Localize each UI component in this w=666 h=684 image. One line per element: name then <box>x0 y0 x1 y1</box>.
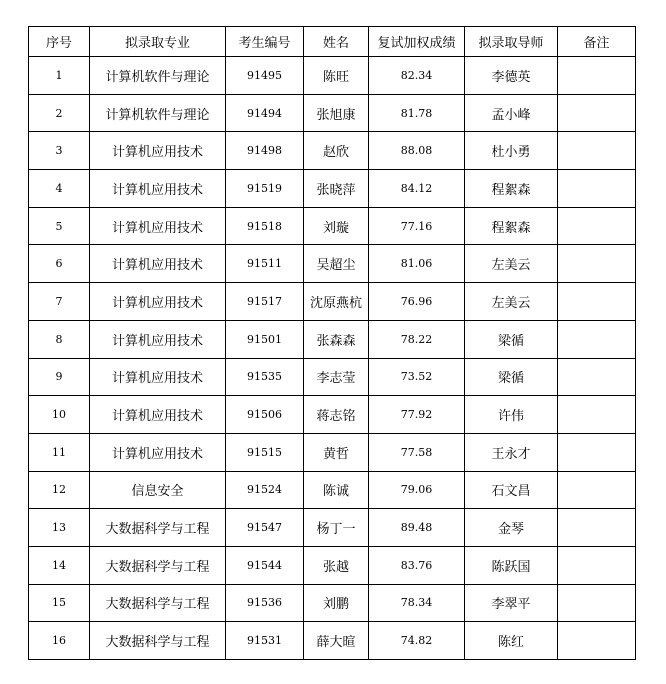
cell-name: 张越 <box>304 546 369 584</box>
cell-advisor: 石文昌 <box>465 471 558 509</box>
header-serial: 序号 <box>29 27 90 57</box>
cell-major: 计算机应用技术 <box>90 433 226 471</box>
cell-candidate-id: 91518 <box>226 207 304 245</box>
table-row <box>29 94 636 132</box>
table-row <box>29 170 636 208</box>
cell-advisor: 李翠平 <box>465 584 558 622</box>
cell-remarks <box>558 320 636 358</box>
admission-table <box>28 26 636 660</box>
cell-serial: 2 <box>29 94 90 132</box>
cell-major: 计算机应用技术 <box>90 132 226 170</box>
cell-major: 计算机软件与理论 <box>90 57 226 95</box>
cell-name: 吴超尘 <box>304 245 369 283</box>
cell-remarks <box>558 622 636 660</box>
cell-weighted-score: 82.34 <box>369 57 465 95</box>
cell-name: 蒋志铭 <box>304 396 369 434</box>
cell-remarks <box>558 546 636 584</box>
cell-advisor: 孟小峰 <box>465 94 558 132</box>
cell-candidate-id: 91524 <box>226 471 304 509</box>
cell-remarks <box>558 245 636 283</box>
table-row <box>29 358 636 396</box>
cell-weighted-score: 78.22 <box>369 320 465 358</box>
cell-candidate-id: 91547 <box>226 509 304 547</box>
cell-weighted-score: 76.96 <box>369 283 465 321</box>
cell-name: 黄哲 <box>304 433 369 471</box>
cell-serial: 16 <box>29 622 90 660</box>
cell-candidate-id: 91535 <box>226 358 304 396</box>
cell-remarks <box>558 132 636 170</box>
cell-weighted-score: 73.52 <box>369 358 465 396</box>
cell-advisor: 陈跃国 <box>465 546 558 584</box>
cell-remarks <box>558 396 636 434</box>
header-weighted-score: 复试加权成绩 <box>369 27 465 57</box>
cell-serial: 3 <box>29 132 90 170</box>
cell-remarks <box>558 170 636 208</box>
cell-weighted-score: 74.82 <box>369 622 465 660</box>
cell-serial: 4 <box>29 170 90 208</box>
cell-candidate-id: 91498 <box>226 132 304 170</box>
cell-advisor: 左美云 <box>465 245 558 283</box>
cell-weighted-score: 89.48 <box>369 509 465 547</box>
table-row <box>29 320 636 358</box>
cell-candidate-id: 91494 <box>226 94 304 132</box>
cell-candidate-id: 91519 <box>226 170 304 208</box>
cell-candidate-id: 91531 <box>226 622 304 660</box>
cell-advisor: 左美云 <box>465 283 558 321</box>
table-row <box>29 132 636 170</box>
table-row <box>29 546 636 584</box>
cell-candidate-id: 91506 <box>226 396 304 434</box>
cell-name: 刘璇 <box>304 207 369 245</box>
cell-serial: 11 <box>29 433 90 471</box>
header-advisor: 拟录取导师 <box>465 27 558 57</box>
cell-major: 计算机应用技术 <box>90 245 226 283</box>
table-row <box>29 396 636 434</box>
cell-serial: 12 <box>29 471 90 509</box>
cell-weighted-score: 79.06 <box>369 471 465 509</box>
header-name: 姓名 <box>304 27 369 57</box>
cell-advisor: 李德英 <box>465 57 558 95</box>
cell-name: 赵欣 <box>304 132 369 170</box>
table-row <box>29 283 636 321</box>
cell-weighted-score: 77.92 <box>369 396 465 434</box>
cell-major: 计算机应用技术 <box>90 396 226 434</box>
cell-major: 计算机软件与理论 <box>90 94 226 132</box>
cell-major: 信息安全 <box>90 471 226 509</box>
cell-remarks <box>558 433 636 471</box>
cell-name: 张旭康 <box>304 94 369 132</box>
cell-major: 计算机应用技术 <box>90 207 226 245</box>
table-row <box>29 509 636 547</box>
cell-advisor: 程絮森 <box>465 170 558 208</box>
cell-advisor: 梁循 <box>465 320 558 358</box>
cell-weighted-score: 77.58 <box>369 433 465 471</box>
header-row <box>29 27 636 57</box>
cell-weighted-score: 77.16 <box>369 207 465 245</box>
cell-major: 大数据科学与工程 <box>90 509 226 547</box>
cell-remarks <box>558 94 636 132</box>
cell-candidate-id: 91517 <box>226 283 304 321</box>
cell-weighted-score: 83.76 <box>369 546 465 584</box>
cell-major: 计算机应用技术 <box>90 320 226 358</box>
cell-candidate-id: 91544 <box>226 546 304 584</box>
cell-candidate-id: 91511 <box>226 245 304 283</box>
table-row <box>29 245 636 283</box>
cell-advisor: 梁循 <box>465 358 558 396</box>
table-body <box>29 57 636 660</box>
cell-remarks <box>558 207 636 245</box>
cell-major: 大数据科学与工程 <box>90 622 226 660</box>
header-remarks: 备注 <box>558 27 636 57</box>
cell-weighted-score: 81.78 <box>369 94 465 132</box>
cell-candidate-id: 91495 <box>226 57 304 95</box>
table-header <box>29 27 636 57</box>
table-row <box>29 57 636 95</box>
cell-name: 张森森 <box>304 320 369 358</box>
cell-weighted-score: 81.06 <box>369 245 465 283</box>
cell-serial: 9 <box>29 358 90 396</box>
cell-name: 陈诚 <box>304 471 369 509</box>
cell-weighted-score: 88.08 <box>369 132 465 170</box>
table-row <box>29 584 636 622</box>
cell-advisor: 陈红 <box>465 622 558 660</box>
cell-serial: 15 <box>29 584 90 622</box>
header-candidate-id: 考生编号 <box>226 27 304 57</box>
cell-remarks <box>558 584 636 622</box>
cell-weighted-score: 84.12 <box>369 170 465 208</box>
cell-advisor: 金琴 <box>465 509 558 547</box>
header-major: 拟录取专业 <box>90 27 226 57</box>
cell-major: 计算机应用技术 <box>90 358 226 396</box>
cell-candidate-id: 91501 <box>226 320 304 358</box>
cell-major: 计算机应用技术 <box>90 283 226 321</box>
cell-major: 计算机应用技术 <box>90 170 226 208</box>
cell-advisor: 王永才 <box>465 433 558 471</box>
cell-major: 大数据科学与工程 <box>90 584 226 622</box>
cell-name: 薛大暄 <box>304 622 369 660</box>
cell-advisor: 许伟 <box>465 396 558 434</box>
cell-serial: 5 <box>29 207 90 245</box>
cell-name: 刘鹏 <box>304 584 369 622</box>
cell-name: 张晓萍 <box>304 170 369 208</box>
cell-serial: 6 <box>29 245 90 283</box>
cell-serial: 7 <box>29 283 90 321</box>
cell-name: 杨丁一 <box>304 509 369 547</box>
cell-advisor: 杜小勇 <box>465 132 558 170</box>
cell-name: 陈旺 <box>304 57 369 95</box>
cell-name: 李志莹 <box>304 358 369 396</box>
cell-weighted-score: 78.34 <box>369 584 465 622</box>
cell-serial: 14 <box>29 546 90 584</box>
cell-remarks <box>558 509 636 547</box>
cell-remarks <box>558 57 636 95</box>
table-row <box>29 471 636 509</box>
cell-remarks <box>558 358 636 396</box>
cell-candidate-id: 91536 <box>226 584 304 622</box>
table-row <box>29 433 636 471</box>
cell-major: 大数据科学与工程 <box>90 546 226 584</box>
table-row <box>29 622 636 660</box>
cell-serial: 8 <box>29 320 90 358</box>
cell-name: 沈原燕杭 <box>304 283 369 321</box>
cell-remarks <box>558 471 636 509</box>
cell-candidate-id: 91515 <box>226 433 304 471</box>
cell-serial: 1 <box>29 57 90 95</box>
table-row <box>29 207 636 245</box>
cell-remarks <box>558 283 636 321</box>
cell-advisor: 程絮森 <box>465 207 558 245</box>
cell-serial: 10 <box>29 396 90 434</box>
cell-serial: 13 <box>29 509 90 547</box>
